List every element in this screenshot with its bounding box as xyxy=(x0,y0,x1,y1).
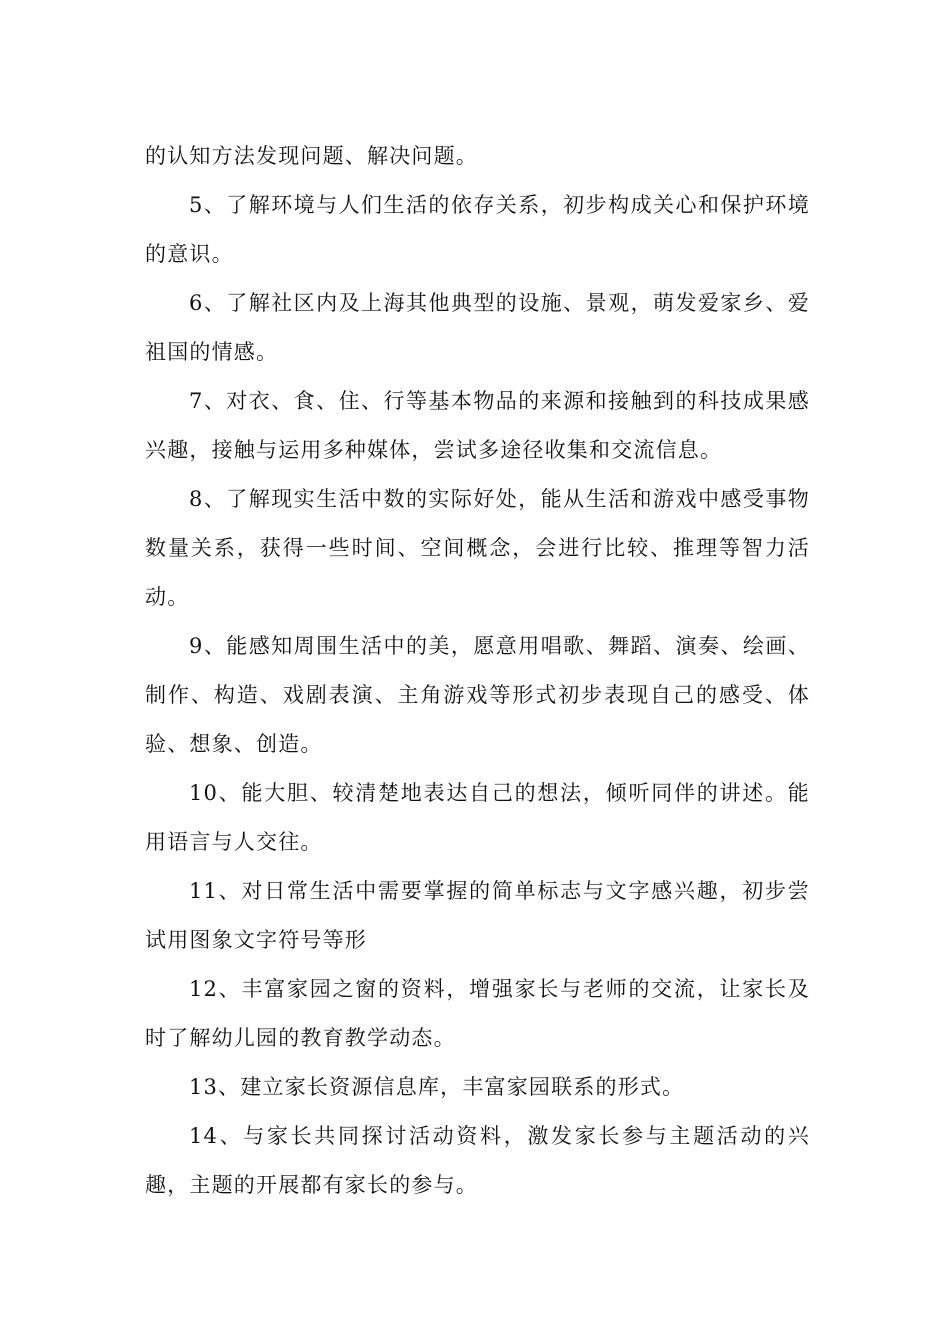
paragraph-8: 8、了解现实生活中数的实际好处，能从生活和游戏中感受事物数量关系，获得一些时间、空间概念，会进行比较、推理等智力活动。 xyxy=(145,487,810,609)
paragraph-6: 6、了解社区内及上海其他典型的设施、景观，萌发爱家乡、爱祖国的情感。 xyxy=(145,291,810,364)
paragraph-14: 14、与家长共同探讨活动资料，激发家长参与主题活动的兴趣，主题的开展都有家长的参与。 xyxy=(145,1124,810,1197)
paragraph-7: 7、对衣、食、住、行等基本物品的来源和接触到的科技成果感兴趣，接触与运用多种媒体，尝试多途径收集和交流信息。 xyxy=(145,389,810,462)
paragraph-10: 10、能大胆、较清楚地表达自己的想法，倾听同伴的讲述。能用语言与人交往。 xyxy=(145,781,810,854)
paragraph-12: 12、丰富家园之窗的资料，增强家长与老师的交流，让家长及时了解幼儿园的教育教学动态。 xyxy=(145,977,810,1050)
document-body xyxy=(145,132,810,1210)
paragraph-0: 的认知方法发现问题、解决问题。 xyxy=(145,144,478,168)
paragraph-11: 11、对日常生活中需要掌握的简单标志与文字感兴趣，初步尝试用图象文字符号等形 xyxy=(145,879,810,952)
paragraph-13: 13、建立家长资源信息库，丰富家园联系的形式。 xyxy=(189,1075,685,1099)
paragraph-5: 5、了解环境与人们生活的依存关系，初步构成关心和保护环境的意识。 xyxy=(145,193,810,266)
paragraph-9: 9、能感知周围生活中的美，愿意用唱歌、舞蹈、演奏、绘画、制作、构造、戏剧表演、主角游戏等形式初步表现自己的感受、体验、想象、创造。 xyxy=(145,634,810,756)
